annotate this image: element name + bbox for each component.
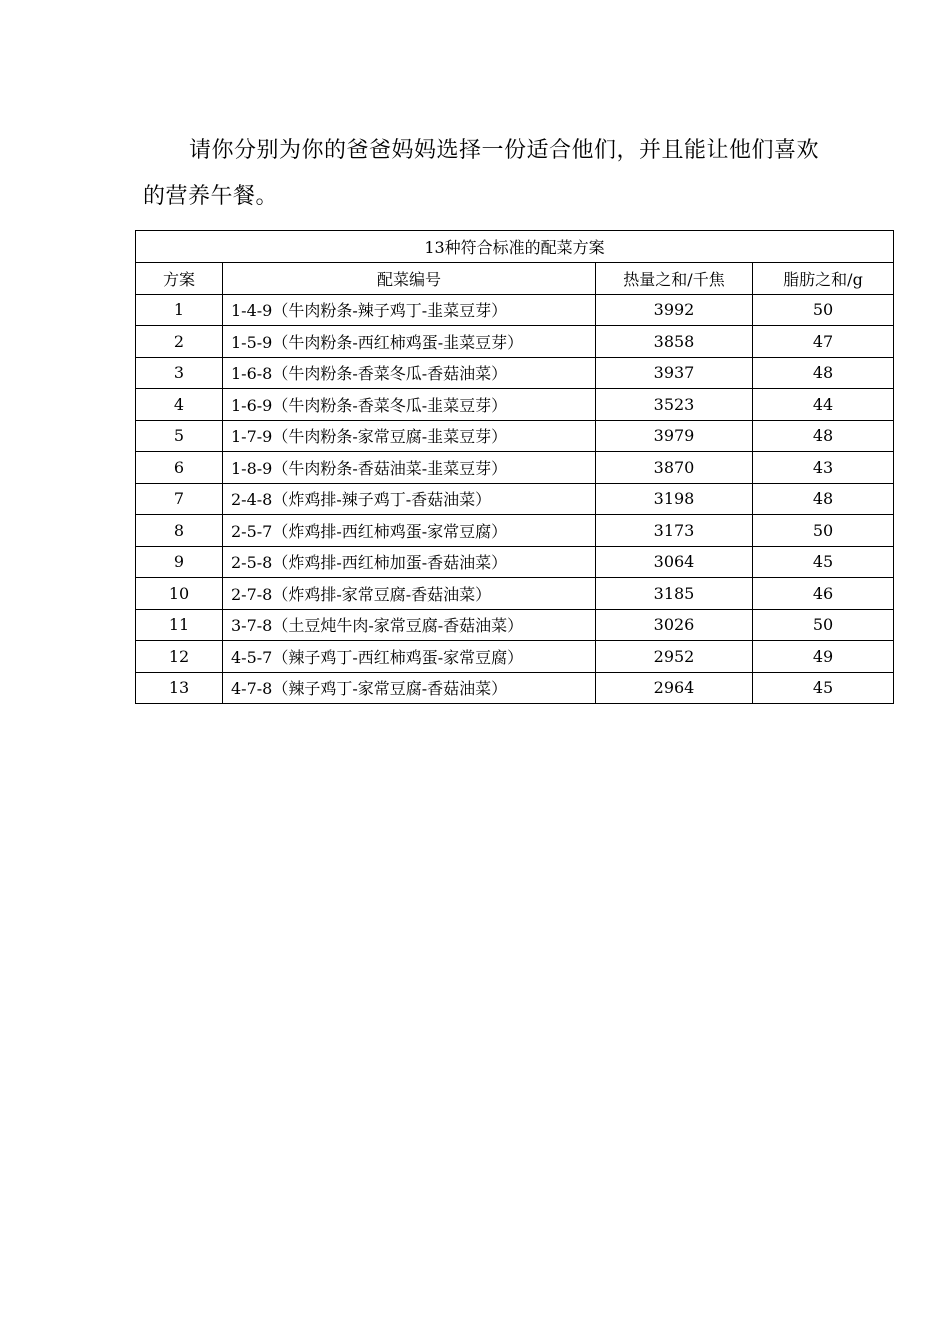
cell-dish-code: 3-7-8（土豆炖牛肉-家常豆腐-香菇油菜） bbox=[223, 609, 596, 641]
cell-dish-code: 2-4-8（炸鸡排-辣子鸡丁-香菇油菜） bbox=[223, 483, 596, 515]
cell-dish-code: 1-7-9（牛肉粉条-家常豆腐-韭菜豆芽） bbox=[223, 420, 596, 452]
cell-fat-total: 50 bbox=[753, 294, 894, 326]
cell-plan: 3 bbox=[136, 357, 223, 389]
cell-fat-total: 45 bbox=[753, 672, 894, 704]
table-caption-row bbox=[136, 231, 894, 263]
cell-plan: 8 bbox=[136, 515, 223, 547]
cell-plan: 13 bbox=[136, 672, 223, 704]
cell-plan: 4 bbox=[136, 389, 223, 421]
table-row bbox=[136, 294, 894, 326]
cell-plan: 9 bbox=[136, 546, 223, 578]
cell-heat-total: 3173 bbox=[596, 515, 753, 547]
cell-plan: 11 bbox=[136, 609, 223, 641]
table-row bbox=[136, 609, 894, 641]
header-dish-code: 配菜编号 bbox=[223, 263, 596, 295]
table-header-row bbox=[136, 263, 894, 295]
table-row bbox=[136, 672, 894, 704]
cell-heat-total: 3992 bbox=[596, 294, 753, 326]
cell-heat-total: 2952 bbox=[596, 641, 753, 673]
cell-plan: 7 bbox=[136, 483, 223, 515]
cell-dish-code: 1-6-8（牛肉粉条-香菜冬瓜-香菇油菜） bbox=[223, 357, 596, 389]
cell-heat-total: 3870 bbox=[596, 452, 753, 484]
cell-fat-total: 49 bbox=[753, 641, 894, 673]
header-heat-total: 热量之和/千焦 bbox=[596, 263, 753, 295]
cell-plan: 1 bbox=[136, 294, 223, 326]
cell-heat-total: 3979 bbox=[596, 420, 753, 452]
cell-heat-total: 3064 bbox=[596, 546, 753, 578]
cell-fat-total: 50 bbox=[753, 609, 894, 641]
cell-dish-code: 4-5-7（辣子鸡丁-西红柿鸡蛋-家常豆腐） bbox=[223, 641, 596, 673]
cell-plan: 2 bbox=[136, 326, 223, 358]
cell-dish-code: 4-7-8（辣子鸡丁-家常豆腐-香菇油菜） bbox=[223, 672, 596, 704]
cell-fat-total: 48 bbox=[753, 420, 894, 452]
cell-plan: 10 bbox=[136, 578, 223, 610]
cell-heat-total: 3185 bbox=[596, 578, 753, 610]
table-body bbox=[136, 294, 894, 704]
table-row bbox=[136, 420, 894, 452]
table-row bbox=[136, 641, 894, 673]
cell-fat-total: 48 bbox=[753, 483, 894, 515]
cell-dish-code: 1-5-9（牛肉粉条-西红柿鸡蛋-韭菜豆芽） bbox=[223, 326, 596, 358]
cell-dish-code: 1-6-9（牛肉粉条-香菜冬瓜-韭菜豆芽） bbox=[223, 389, 596, 421]
menu-plan-table bbox=[135, 230, 894, 704]
cell-dish-code: 2-7-8（炸鸡排-家常豆腐-香菇油菜） bbox=[223, 578, 596, 610]
cell-dish-code: 1-4-9（牛肉粉条-辣子鸡丁-韭菜豆芽） bbox=[223, 294, 596, 326]
cell-fat-total: 48 bbox=[753, 357, 894, 389]
cell-plan: 5 bbox=[136, 420, 223, 452]
cell-heat-total: 3937 bbox=[596, 357, 753, 389]
cell-plan: 6 bbox=[136, 452, 223, 484]
cell-dish-code: 2-5-8（炸鸡排-西红柿加蛋-香菇油菜） bbox=[223, 546, 596, 578]
table-row bbox=[136, 515, 894, 547]
cell-dish-code: 1-8-9（牛肉粉条-香菇油菜-韭菜豆芽） bbox=[223, 452, 596, 484]
cell-heat-total: 3523 bbox=[596, 389, 753, 421]
table-row bbox=[136, 326, 894, 358]
intro-paragraph: 请你分别为你的爸爸妈妈选择一份适合他们，并且能让他们喜欢的营养午餐。 bbox=[143, 138, 820, 209]
table-row bbox=[136, 578, 894, 610]
cell-dish-code: 2-5-7（炸鸡排-西红柿鸡蛋-家常豆腐） bbox=[223, 515, 596, 547]
table-row bbox=[136, 546, 894, 578]
cell-fat-total: 43 bbox=[753, 452, 894, 484]
cell-fat-total: 44 bbox=[753, 389, 894, 421]
table-row bbox=[136, 357, 894, 389]
cell-heat-total: 3858 bbox=[596, 326, 753, 358]
cell-fat-total: 50 bbox=[753, 515, 894, 547]
header-fat-total: 脂肪之和/g bbox=[753, 263, 894, 295]
cell-heat-total: 3198 bbox=[596, 483, 753, 515]
cell-heat-total: 2964 bbox=[596, 672, 753, 704]
cell-heat-total: 3026 bbox=[596, 609, 753, 641]
cell-plan: 12 bbox=[136, 641, 223, 673]
table-row bbox=[136, 483, 894, 515]
table-row bbox=[136, 389, 894, 421]
cell-fat-total: 47 bbox=[753, 326, 894, 358]
table-caption: 13种符合标准的配菜方案 bbox=[136, 231, 894, 263]
table-row bbox=[136, 452, 894, 484]
cell-fat-total: 45 bbox=[753, 546, 894, 578]
cell-fat-total: 46 bbox=[753, 578, 894, 610]
header-plan: 方案 bbox=[136, 263, 223, 295]
